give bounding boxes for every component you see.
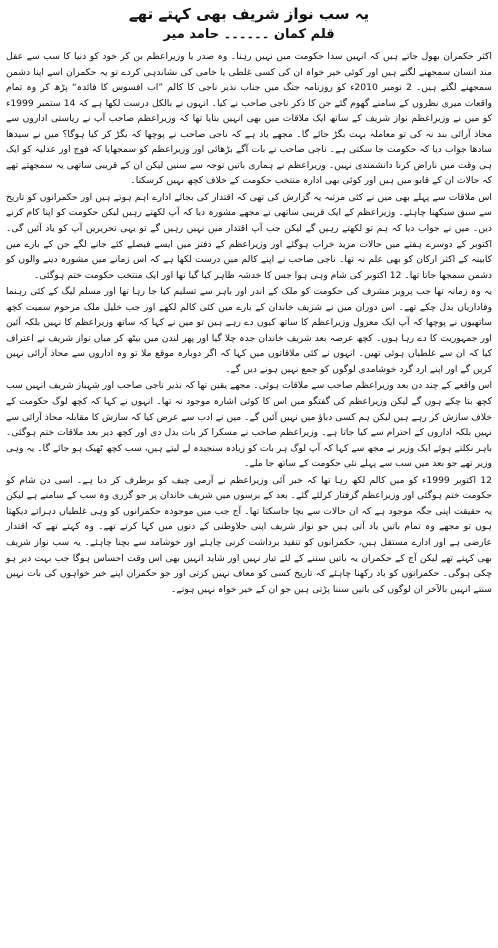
article-headline: یہ سب نواز شریف بھی کہتے تھے xyxy=(128,5,370,23)
article-paragraph: 12 اکتوبر 1999ء کو میں کالم لکھ رہا تھا کہ خبر آئی وزیراعظم نے آرمی چیف کو برطرف کر دیا ہے۔ اسی دن شام کو حکومت ختم ہوگئی اور وزیراعظم گرفتار کرلئے گئے۔ بعد کے برسوں میں شریف خاندان پر جو گزری وہ سب کے سامنے ہے لیکن یہ حقیقت اپنی جگہ موجود ہے کہ ان حالات سے بچا جاسکتا تھا۔ آج جب میں موجودہ حکمرانوں کو وہی غلطیاں دہراتے دیکھتا ہوں تو مجھے وہ تمام باتیں یاد آتی ہیں جو نواز شریف اپنی جلاوطنی کے دنوں میں کہا کرتے تھے۔ وہ کہتے تھے کہ اقتدار عارضی ہے اور ادارے مستقل ہیں، حکمرانوں کو تنقید برداشت کرنی چاہئے اور خوشامد سے بچنا چاہئے۔ یہ سب نواز شریف بھی کہتے تھے لیکن آج کے حکمران یہ باتیں سننے کے لئے تیار نہیں اور شاید انہیں بھی اس وقت احساس ہوگا جب بہت دیر ہو چکی ہوگی۔ حکمرانوں کو یاد رکھنا چاہئے کہ تاریخ کسی کو معاف نہیں کرتی اور جو حکمران اپنے خیر خواہوں کی بات نہیں سنتے انہیں بالآخر ان لوگوں کی باتیں سننا پڑتی ہیں جو ان کے خیر خواہ نہیں ہوتے۔ xyxy=(6,474,492,595)
article-paragraph: یہ وہ زمانہ تھا جب پرویز مشرف کی حکومت کو ملک کے اندر اور باہر سے تسلیم کیا جا رہا تھا اور مسلم لیگ کے کئی رہنما وفاداریاں بدل چکے تھے۔ اس دوران میں نے شریف خاندان کے بارے میں کئی کالم لکھے اور جب خلیل ملک مرحوم سمیت کچھ ساتھیوں نے پوچھا کہ آپ ایک معزول وزیراعظم کا ساتھ کیوں دے رہے ہیں تو میں نے کہا کہ ساتھ وزیراعظم کا نہیں بلکہ آئین اور جمہوریت کا دے رہا ہوں۔ کچھ عرصہ بعد شریف خاندان جدہ چلا گیا اور پھر لندن میں بیٹھ کر میاں نواز شریف نے اعتراف کیا کہ ان سے غلطیاں ہوئی تھیں۔ انہوں نے کئی ملاقاتوں میں کہا کہ اگر دوبارہ موقع ملا تو وہ اداروں سے محاذ آرائی نہیں کریں گے اور اپنے ارد گرد خوشامدی لوگوں کو جمع نہیں ہونے دیں گے۔ xyxy=(6,286,492,375)
article-paragraph: اس واقعے کے چند دن بعد وزیراعظم صاحب سے ملاقات ہوئی۔ مجھے یقین تھا کہ نذیر ناجی صاحب اور شہباز شریف انہیں سب کچھ بتا چکے ہوں گے لیکن وزیراعظم کی گفتگو میں اس کا کوئی اشارہ موجود نہ تھا۔ انہوں نے کہا کہ کچھ لوگ حکومت کے خلاف سازش کر رہے ہیں لیکن ہم کسی دباؤ میں نہیں آئیں گے۔ میں نے ادب سے عرض کیا کہ سازش کا مقابلہ محاذ آرائی سے نہیں بلکہ اداروں کے احترام سے کیا جاتا ہے۔ وزیراعظم صاحب نے مسکرا کر بات بدل دی اور کچھ دیر بعد ملاقات ختم ہوگئی۔ باہر نکلتے ہوئے ایک وزیر نے مجھ سے کہا کہ آپ لوگ ہر بات کو زیادہ سنجیدہ لے لیتے ہیں، سب کچھ ٹھیک ہو جائے گا۔ یہ وہی وزیر تھے جو بعد میں سب سے پہلے نئی حکومت کے ساتھ جا ملے۔ xyxy=(6,380,492,470)
article-paragraph: اکثر حکمران بھول جاتے ہیں کہ انہیں سدا حکومت میں نہیں رہنا۔ وہ صدر یا وزیراعظم بن کر خود کو دنیا کا سب سے عقل مند انسان سمجھنے لگتے ہیں اور کوئی خیر خواہ ان کی کسی غلطی یا خامی کی نشاندہی کردے تو یہ حکمران اسے اپنا دشمن سمجھنے لگتے ہیں۔ 2 نومبر 2010ء کو روزنامہ جنگ میں جناب نذیر ناجی کا کالم ”اب افسوس کا فائدہ“ پڑھ کر وہ تمام واقعات میری نظروں کے سامنے گھوم گئے جن کا ذکر ناجی صاحب نے کیا۔ انہوں نے بالکل درست لکھا ہے کہ 14 ستمبر 1999ء کو میں نے وزیراعظم نواز شریف کے ساتھ ایک ملاقات میں بھی انہیں بتایا تھا کہ وزیراعظم صاحب آپ نے ریاستی اداروں سے محاذ آرائی بند نہ کی تو معاملہ بہت بگڑ جائے گا۔ مجھے یاد ہے کہ ناجی صاحب نے پوچھا کہ بگڑ کر کیا ہوگا؟ میں نے سیدھا سادھا جواب دیا کہ حکومت جا سکتی ہے۔ ناجی صاحب نے بات آگے بڑھائی اور وزیراعظم کو سمجھایا کہ فوج اور عدلیہ کو ایک ہی وقت میں ناراض کرنا دانشمندی نہیں۔ وزیراعظم نے ہماری باتیں توجہ سے سنیں لیکن ان کے قریبی ساتھی یہ سمجھتے تھے کہ حالات ان کے قابو میں ہیں اور کوئی بھی ادارہ منتخب حکومت کے خلاف کچھ نہیں کرسکتا۔ xyxy=(6,51,492,187)
article-paragraph: اس ملاقات سے پہلے بھی میں نے کئی مرتبہ یہ گزارش کی تھی کہ اقتدار کی بجائے ادارے اہم ہوتے ہیں اور حکمرانوں کو تاریخ سے سبق سیکھنا چاہئے۔ وزیراعظم کے ایک قریبی ساتھی نے مجھے مشورہ دیا کہ آپ لکھتے رہیں لیکن حکومت کو اپنا کام کرنے دیں۔ میں نے جواب دیا کہ ہم تو لکھتے رہیں گے لیکن جب آپ اقتدار میں نہیں رہیں گے تو یہی تحریریں آپ کو یاد آئیں گی۔ اکتوبر کے دوسرے ہفتے میں حالات مزید خراب ہوگئے اور وزیراعظم کے دفتر میں ایسے فیصلے کئے جانے لگے جن کے بارے میں کابینہ کے اکثر ارکان کو بھی علم نہ تھا۔ ناجی صاحب نے اپنے کالم میں درست لکھا ہے کہ اس زمانے میں مشورہ دینے والوں کو دشمن سمجھا جاتا تھا۔ 12 اکتوبر کی شام وہی ہوا جس کا خدشہ ظاہر کیا گیا تھا اور ایک منتخب حکومت ختم ہوگئی۔ xyxy=(6,191,492,281)
article-byline: قلم کمان ۔۔۔۔۔۔ حامد میر xyxy=(163,27,335,42)
article-body xyxy=(6,49,492,597)
